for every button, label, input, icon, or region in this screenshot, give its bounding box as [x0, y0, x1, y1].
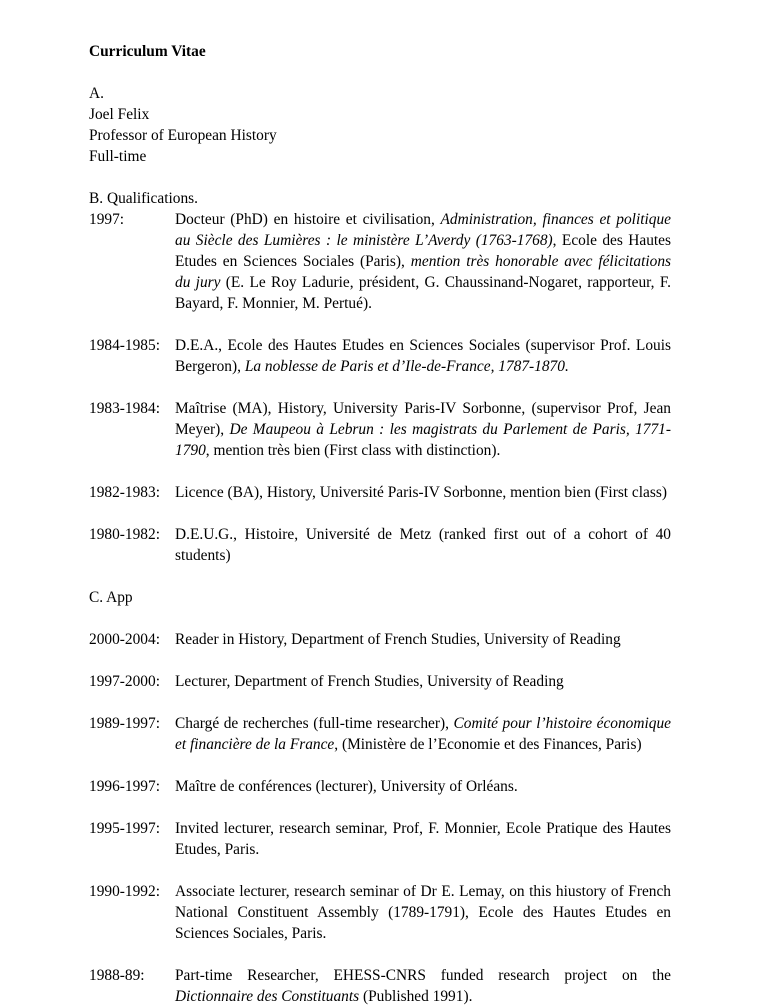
entry-description	[175, 335, 671, 377]
cv-entry	[89, 776, 671, 797]
entry-title-italic: Comité pour l’histoire économique et financière de la France	[175, 715, 671, 753]
cv-entry	[89, 881, 671, 944]
entry-description	[175, 524, 671, 566]
appointments-list	[89, 629, 671, 1007]
entry-title-italic: Administration, finances et politique au Siècle des Lumières : le ministère L’Averdy (1763-1768)	[175, 211, 671, 249]
entry-text: D.E.U.G., Histoire, Université de Metz (ranked first out of a cohort of 40 students)	[175, 526, 671, 564]
person-position: Professor of European History	[89, 127, 277, 144]
entry-date: 1980-1982:	[89, 526, 160, 543]
cv-content	[89, 41, 671, 1007]
entry-date: 1996-1997:	[89, 778, 160, 795]
person-name: Joel Felix	[89, 106, 150, 123]
entry-text: Associate lecturer, research seminar of Dr E. Lemay, on this hiustory of French National Constituent Assembly (1789-1791), Ecole des Hautes Etudes en Sciences Sociales, Paris.	[175, 883, 671, 942]
entry-text: , mention très bien (First class with distinction).	[205, 442, 501, 459]
cv-entry	[89, 629, 671, 650]
entry-description	[175, 398, 671, 461]
entry-title-italic: De Maupeou à Lebrun : les magistrats du Parlement de Paris, 1771-1790	[175, 421, 671, 459]
entry-description	[175, 671, 671, 692]
entry-description	[175, 629, 671, 650]
entry-text: Maître de conférences (lecturer), University of Orléans.	[175, 778, 518, 795]
entry-text: Part-time Researcher, EHESS-CNRS funded research project on the	[175, 967, 671, 984]
cv-entry	[89, 965, 671, 1007]
entry-text: Lecturer, Department of French Studies, University of Reading	[175, 673, 564, 690]
entry-text: Reader in History, Department of French Studies, University of Reading	[175, 631, 621, 648]
cv-entry	[89, 713, 671, 755]
entry-text: , (Ministère de l’Economie et des Finances, Paris)	[334, 736, 642, 753]
section-c	[89, 587, 671, 1007]
section-a	[89, 83, 671, 167]
entry-text: Invited lecturer, research seminar, Prof, F. Monnier, Ecole Pratique des Hautes Etudes, Paris.	[175, 820, 671, 858]
qualifications-list	[89, 209, 671, 566]
section-b-heading: B. Qualifications.	[89, 190, 198, 207]
entry-text: (E. Le Roy Ladurie, président, G. Chaussinand-Nogaret, rapporteur, F. Bayard, F. Monnier, M. Pertué).	[175, 274, 671, 312]
entry-date: 2000-2004:	[89, 631, 160, 648]
section-a-heading: A.	[89, 85, 104, 102]
entry-date: 1990-1992:	[89, 883, 160, 900]
entry-description	[175, 965, 671, 1007]
entry-description	[175, 209, 671, 314]
entry-title-italic: mention très honorable avec félicitations du jury	[175, 253, 671, 291]
entry-text: , Ecole des Hautes Etudes en Sciences Sociales (Paris),	[175, 232, 671, 270]
entry-text: D.E.A., Ecole des Hautes Etudes en Sciences Sociales (supervisor Prof. Louis Bergeron),	[175, 337, 671, 375]
cv-entry	[89, 398, 671, 461]
entry-description	[175, 881, 671, 944]
cv-entry	[89, 524, 671, 566]
entry-date: 1988-89:	[89, 967, 145, 984]
document-title: Curriculum Vitae	[89, 43, 206, 60]
entry-text: Docteur (PhD) en histoire et civilisation,	[175, 211, 441, 228]
entry-date: 1982-1983:	[89, 484, 160, 501]
entry-description	[175, 713, 671, 755]
section-b	[89, 188, 671, 566]
cv-entry	[89, 671, 671, 692]
entry-text: (Published 1991).	[359, 988, 473, 1005]
entry-date: 1997-2000:	[89, 673, 160, 690]
section-c-heading: C. App	[89, 589, 133, 606]
entry-date: 1983-1984:	[89, 400, 160, 417]
entry-title-italic: La noblesse de Paris et d’Ile-de-France, 1787-1870.	[244, 358, 569, 375]
entry-text: Maîtrise (MA), History, University Paris-IV Sorbonne, (supervisor Prof, Jean Meyer),	[175, 400, 671, 438]
entry-title-italic: Dictionnaire des Constituants	[175, 988, 360, 1005]
entry-date: 1997:	[89, 211, 125, 228]
entry-date: 1995-1997:	[89, 820, 160, 837]
cv-entry	[89, 209, 671, 314]
cv-entry	[89, 335, 671, 377]
entry-text: Chargé de recherches (full-time researcher),	[175, 715, 454, 732]
entry-description	[175, 776, 671, 797]
cv-entry	[89, 818, 671, 860]
employment-status: Full-time	[89, 148, 147, 165]
entry-description	[175, 482, 671, 503]
entry-text: Licence (BA), History, Université Paris-IV Sorbonne, mention bien (First class)	[175, 484, 667, 501]
entry-description	[175, 818, 671, 860]
entry-date: 1989-1997:	[89, 715, 160, 732]
entry-date: 1984-1985:	[89, 337, 160, 354]
cv-entry	[89, 482, 671, 503]
